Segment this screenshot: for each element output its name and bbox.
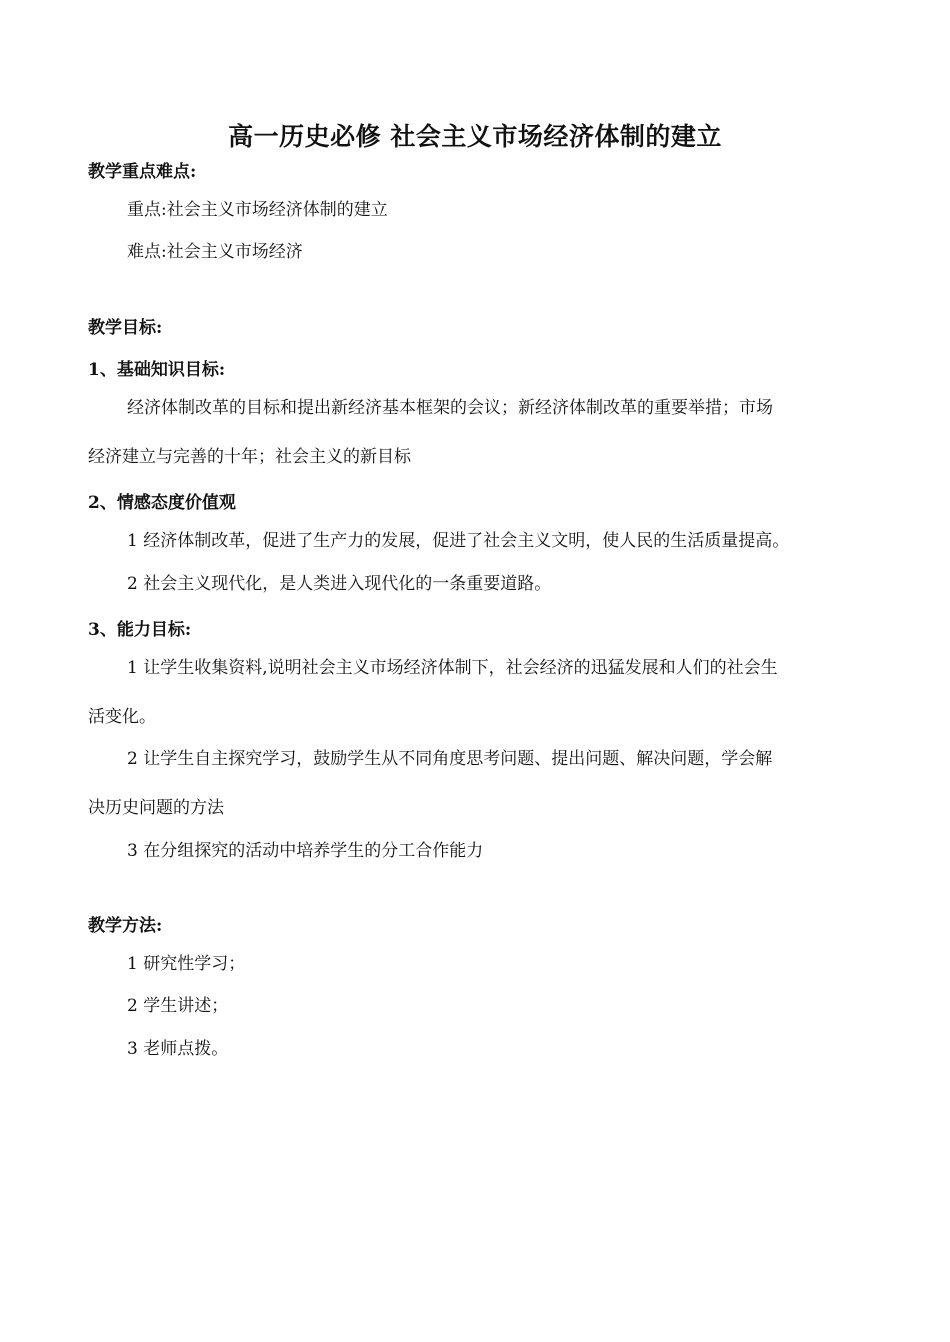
ability-item-1-line-1: 1 让学生收集资料,说明社会主义市场经济体制下，社会经济的迅猛发展和人们的社会生 — [127, 658, 778, 678]
values-item-1: 1 经济体制改革，促进了生产力的发展，促进了社会主义文明，使人民的生活质量提高。 — [127, 531, 790, 551]
ability-item-1-line-2: 活变化。 — [88, 707, 156, 727]
values-item-2: 2 社会主义现代化，是人类进入现代化的一条重要道路。 — [127, 574, 552, 594]
ability-item-2-line-2: 决历史问题的方法 — [88, 798, 224, 818]
knowledge-goals-line-2: 经济建立与完善的十年；社会主义的新目标 — [88, 447, 411, 467]
knowledge-goals-heading: 1、基础知识目标: — [88, 360, 226, 380]
knowledge-goals-line-1: 经济体制改革的目标和提出新经济基本框架的会议；新经济体制改革的重要举措；市场 — [127, 398, 773, 418]
method-item: 2 学生讲述； — [127, 996, 229, 1016]
ability-item-2-line-1: 2 让学生自主探究学习，鼓励学生从不同角度思考问题、提出问题、解决问题，学会解 — [127, 749, 773, 769]
method-item: 3 老师点拨。 — [127, 1039, 229, 1059]
ability-heading: 3、能力目标: — [88, 620, 192, 640]
key-points-heading: 教学重点难点: — [88, 162, 197, 182]
goals-heading: 教学目标: — [88, 318, 163, 338]
focus-text: 重点:社会主义市场经济体制的建立 — [127, 200, 388, 220]
method-item: 1 研究性学习； — [127, 954, 246, 974]
ability-item-3: 3 在分组探究的活动中培养学生的分工合作能力 — [127, 841, 484, 861]
values-heading: 2、情感态度价值观 — [88, 493, 236, 513]
methods-heading: 教学方法: — [88, 916, 163, 936]
document-title: 高一历史必修 社会主义市场经济体制的建立 — [228, 122, 722, 151]
difficulty-text: 难点:社会主义市场经济 — [127, 242, 303, 262]
